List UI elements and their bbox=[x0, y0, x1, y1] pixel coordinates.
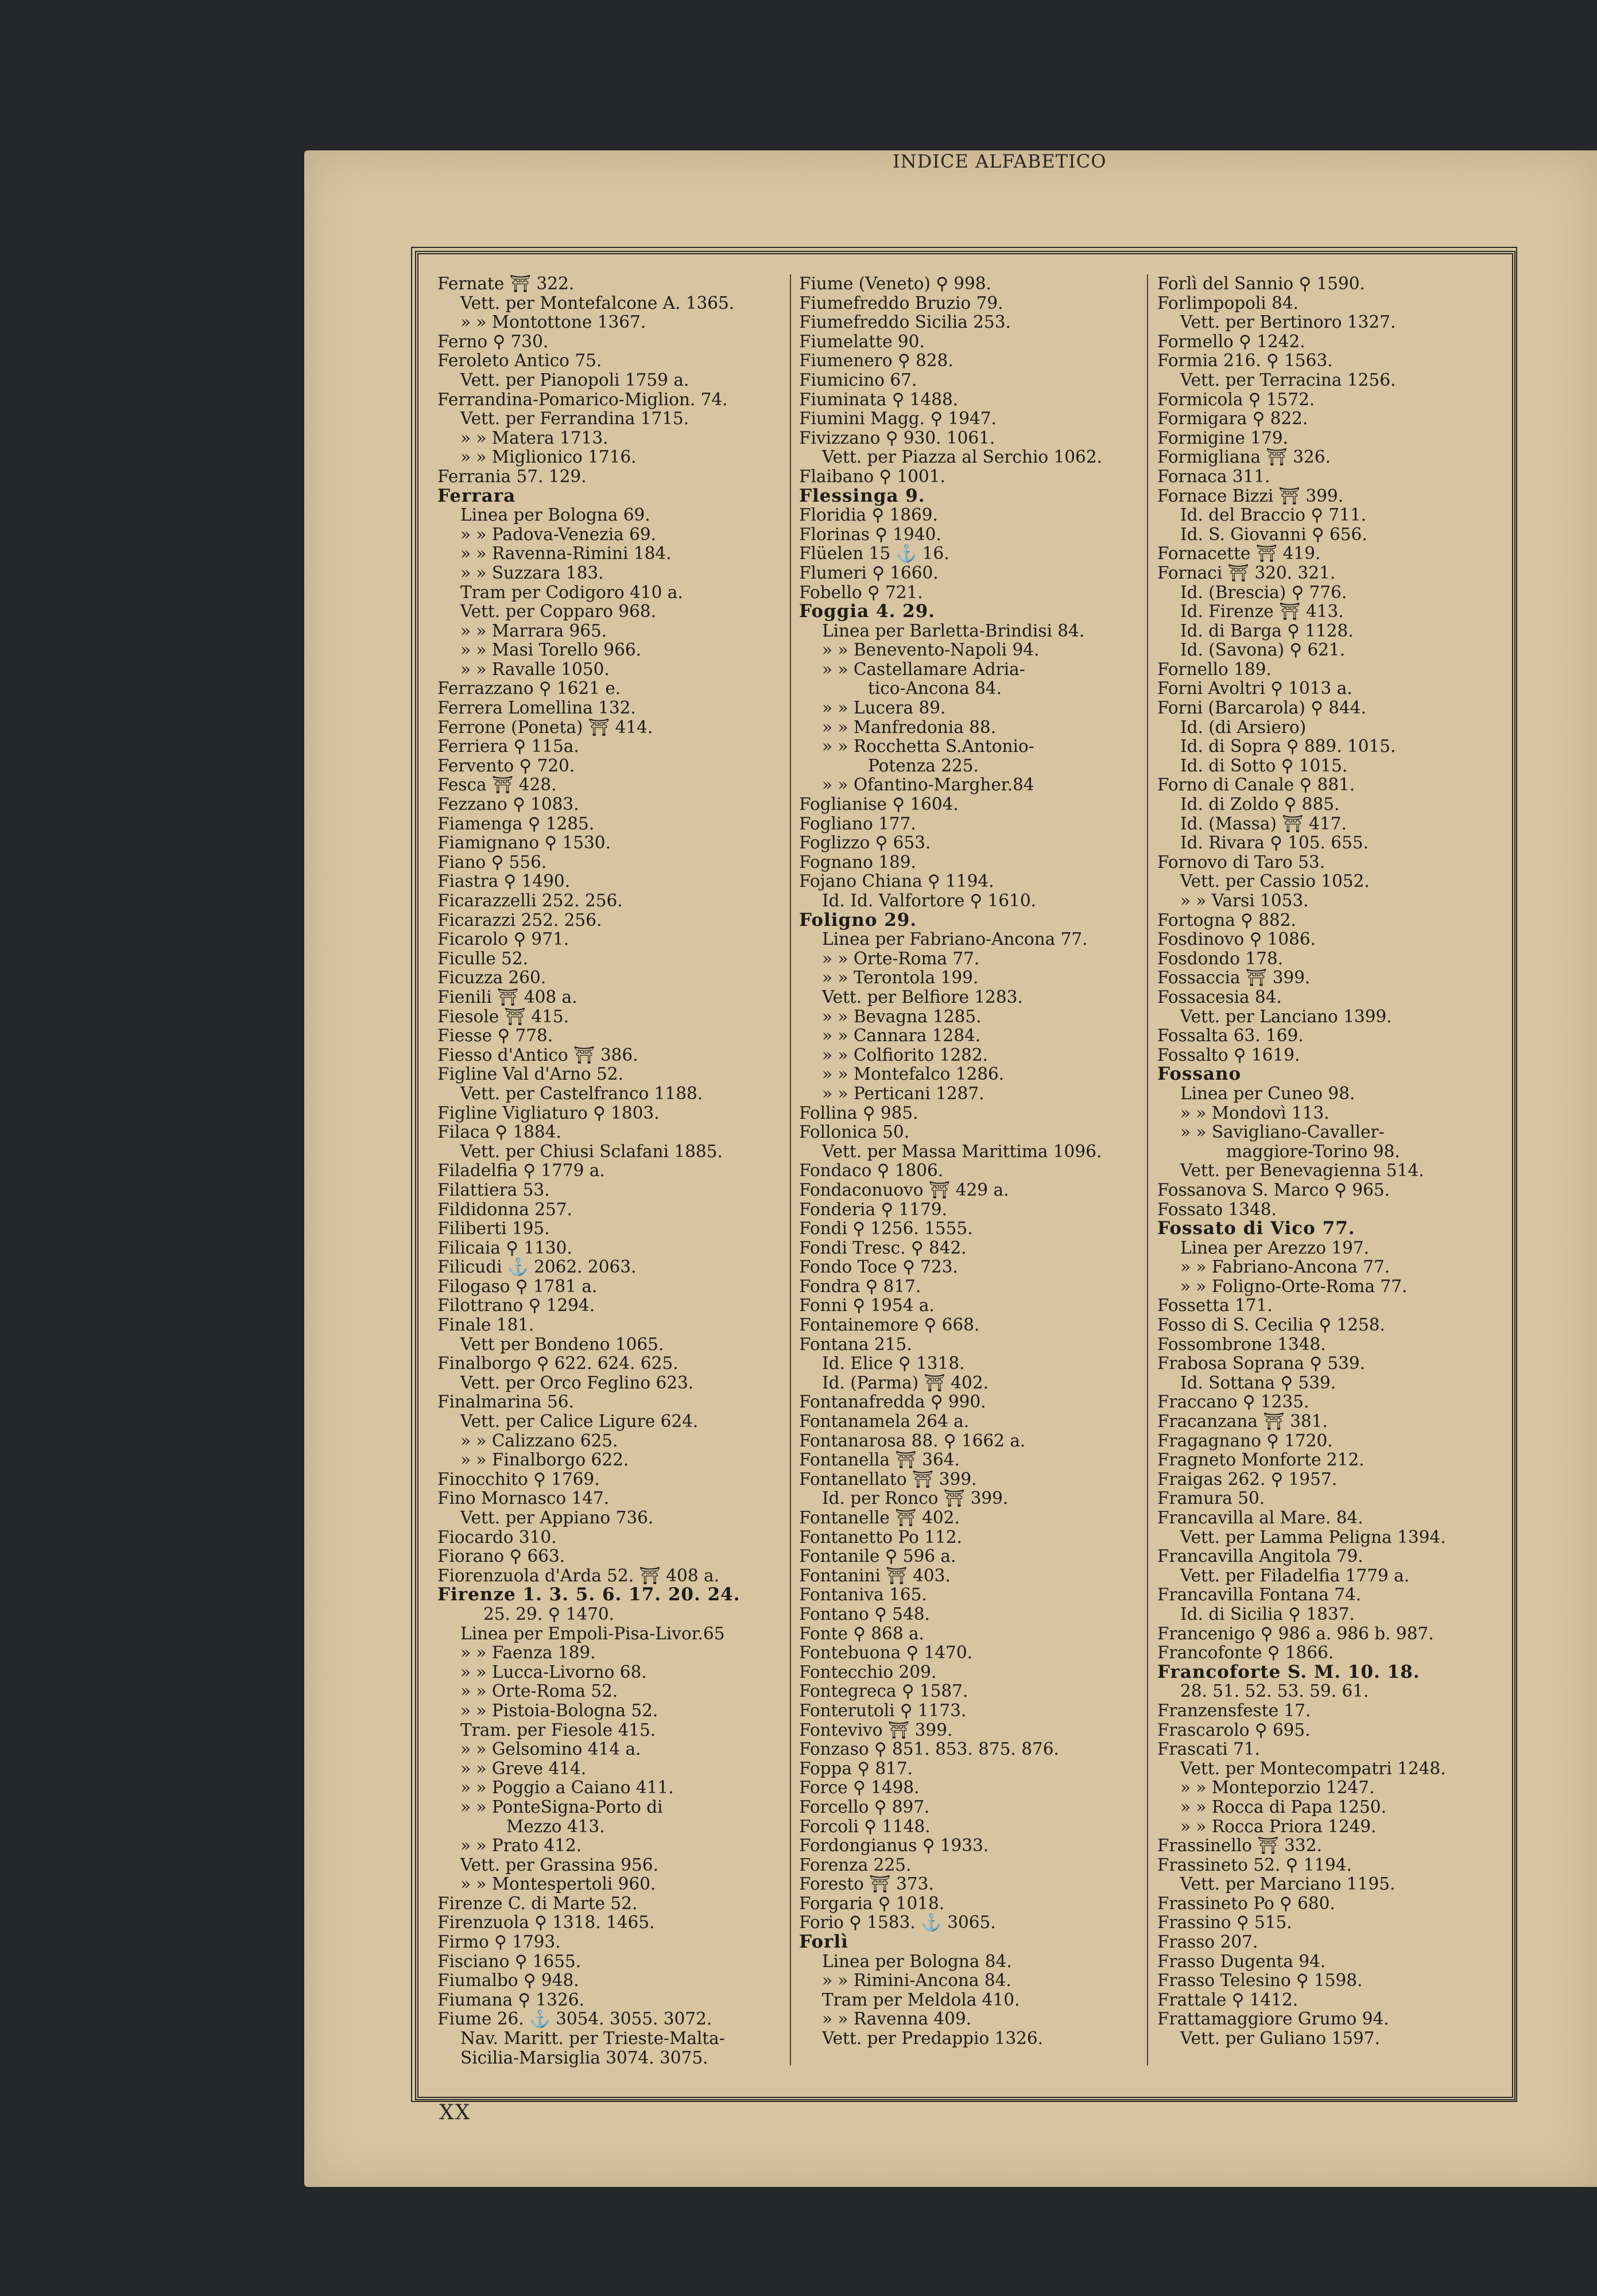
index-entry: Frassineto Po ⚲ 680. bbox=[1157, 1893, 1335, 1913]
index-entry: Id. Elice ⚲ 1318. bbox=[822, 1353, 965, 1374]
index-entry: Ferno ⚲ 730. bbox=[437, 331, 549, 351]
index-entry: Fiumicino 67. bbox=[799, 370, 917, 390]
index-entry: Filaca ⚲ 1884. bbox=[437, 1122, 561, 1142]
index-entry: Fonderia ⚲ 1179. bbox=[799, 1199, 947, 1219]
page-header-title: INDICE ALFABETICO bbox=[893, 150, 1107, 172]
index-entry: Fondaconuovo ⛩ 429 a. bbox=[799, 1180, 1009, 1200]
index-entry: Fildidonna 257. bbox=[437, 1199, 572, 1219]
index-entry: Fontana 215. bbox=[799, 1334, 912, 1354]
index-entry: Vett. per Cassio 1052. bbox=[1180, 871, 1370, 891]
index-entry: Fossalta 63. 169. bbox=[1157, 1026, 1304, 1046]
index-entry: » » Ravenna 409. bbox=[822, 2009, 972, 2029]
index-entry: Ferrania 57. 129. bbox=[437, 466, 587, 486]
index-entry: Formello ⚲ 1242. bbox=[1157, 331, 1305, 351]
index-entry: » » Foligno-Orte-Roma 77. bbox=[1180, 1276, 1408, 1296]
index-entry: Flumeri ⚲ 1660. bbox=[799, 563, 939, 583]
index-entry: Fossalto ⚲ 1619. bbox=[1157, 1045, 1300, 1065]
index-entry: Vett. per Ferrandina 1715. bbox=[460, 409, 689, 429]
index-entry: Filottrano ⚲ 1294. bbox=[437, 1296, 595, 1316]
index-entry: » » Finalborgo 622. bbox=[460, 1450, 629, 1470]
index-entry: » » Poggio a Caiano 411. bbox=[460, 1778, 674, 1798]
index-entry: » » Suzzara 183. bbox=[460, 563, 604, 583]
index-entry: Fobello ⚲ 721. bbox=[799, 582, 923, 602]
index-entry: Vett. per Predappio 1326. bbox=[822, 2029, 1044, 2049]
index-entry: Foppa ⚲ 817. bbox=[799, 1758, 913, 1778]
index-entry: Formigine 179. bbox=[1157, 428, 1288, 448]
index-heading: Forlì bbox=[799, 1932, 848, 1953]
index-entry: Formigliana ⛩ 326. bbox=[1157, 447, 1331, 467]
index-entry: Ficarazzi 252. 256. bbox=[437, 910, 602, 930]
index-entry: Formigara ⚲ 822. bbox=[1157, 409, 1308, 429]
index-entry: Figline Val d'Arno 52. bbox=[437, 1064, 623, 1084]
index-entry: Ferrazzano ⚲ 1621 e. bbox=[437, 678, 621, 699]
index-entry: Frasso Telesino ⚲ 1598. bbox=[1157, 1971, 1363, 1991]
column-divider bbox=[1147, 274, 1148, 2065]
index-entry: Fossato 1348. bbox=[1157, 1199, 1277, 1219]
index-entry: Fondo Toce ⚲ 723. bbox=[799, 1257, 958, 1277]
index-entry: Fosdondo 178. bbox=[1157, 948, 1284, 968]
index-entry: Id. Firenze ⛩ 413. bbox=[1180, 602, 1344, 622]
index-entry: Fossetta 171. bbox=[1157, 1296, 1273, 1316]
index-entry: Id. (Savona) ⚲ 621. bbox=[1180, 640, 1346, 660]
index-entry: Id. di Sopra ⚲ 889. 1015. bbox=[1180, 736, 1396, 757]
index-entry: tico-Ancona 84. bbox=[868, 678, 1002, 699]
index-entry: Filattiera 53. bbox=[437, 1180, 550, 1200]
index-entry: » » Benevento-Napoli 94. bbox=[822, 640, 1040, 660]
index-entry: Vett. per Benevagienna 514. bbox=[1180, 1161, 1424, 1181]
index-entry: Id. di Sotto ⚲ 1015. bbox=[1180, 755, 1348, 775]
index-entry: Fondi Tresc. ⚲ 842. bbox=[799, 1238, 967, 1258]
index-entry: 25. 29. ⚲ 1470. bbox=[483, 1604, 615, 1624]
index-entry: Fontanafredda ⚲ 990. bbox=[799, 1392, 986, 1412]
index-entry: Id. di Sicilia ⚲ 1837. bbox=[1180, 1604, 1355, 1624]
index-entry: Fiastra ⚲ 1490. bbox=[437, 871, 570, 891]
index-entry: Id. Rivara ⚲ 105. 655. bbox=[1180, 833, 1369, 853]
index-entry: Frassineto 52. ⚲ 1194. bbox=[1157, 1855, 1352, 1875]
index-entry: Fogliano 177. bbox=[799, 813, 916, 833]
index-entry: Florinas ⚲ 1940. bbox=[799, 524, 941, 544]
index-entry: » » Calizzano 625. bbox=[460, 1430, 618, 1450]
index-entry: Fiumefreddo Sicilia 253. bbox=[799, 312, 1011, 332]
index-entry: Vett. per Grassina 956. bbox=[460, 1855, 658, 1875]
index-entry: Fervento ⚲ 720. bbox=[437, 755, 575, 775]
index-entry: Forni Avoltri ⚲ 1013 a. bbox=[1157, 678, 1352, 699]
index-entry: Frabosa Soprana ⚲ 539. bbox=[1157, 1353, 1366, 1374]
index-heading: Flessinga 9. bbox=[799, 485, 925, 506]
index-entry: » » Ravenna-Rimini 184. bbox=[460, 544, 672, 564]
index-entry: Fondi ⚲ 1256. 1555. bbox=[799, 1219, 973, 1239]
index-entry: Nav. Maritt. per Trieste-Malta- bbox=[460, 2029, 725, 2049]
index-entry: Fragagnano ⚲ 1720. bbox=[1157, 1430, 1333, 1450]
index-entry: Foglianise ⚲ 1604. bbox=[799, 794, 959, 815]
index-entry: Id. Id. Valfortore ⚲ 1610. bbox=[822, 891, 1036, 910]
index-entry: Fornovo di Taro 53. bbox=[1157, 852, 1325, 872]
index-entry: Vett. per Orco Feglino 623. bbox=[460, 1372, 694, 1393]
index-entry: Fontevivo ⛩ 399. bbox=[799, 1720, 953, 1740]
index-column-2 bbox=[799, 274, 1144, 2049]
index-entry: Id. di Zoldo ⚲ 885. bbox=[1180, 794, 1340, 815]
index-entry: Fornaci ⛩ 320. 321. bbox=[1157, 563, 1336, 583]
page-number: XX bbox=[439, 2101, 471, 2124]
index-entry: Vett. per Castelfranco 1188. bbox=[460, 1083, 703, 1103]
index-entry: Francofonte ⚲ 1866. bbox=[1157, 1643, 1334, 1663]
column-divider bbox=[790, 274, 791, 2065]
index-entry: Ficarolo ⚲ 971. bbox=[437, 929, 569, 949]
index-entry: Formicola ⚲ 1572. bbox=[1157, 389, 1315, 409]
index-entry: Fonterutoli ⚲ 1173. bbox=[799, 1700, 967, 1720]
index-entry: Fiume (Veneto) ⚲ 998. bbox=[799, 274, 991, 293]
index-entry: Fontegreca ⚲ 1587. bbox=[799, 1681, 968, 1701]
index-entry: Finalborgo ⚲ 622. 624. 625. bbox=[437, 1353, 679, 1374]
index-entry: Vett. per Belfiore 1283. bbox=[822, 987, 1023, 1007]
index-entry: Fondaco ⚲ 1806. bbox=[799, 1161, 944, 1181]
index-entry: Forcello ⚲ 897. bbox=[799, 1797, 930, 1817]
index-entry: Fiano ⚲ 556. bbox=[437, 852, 547, 872]
index-entry: Ficulle 52. bbox=[437, 948, 529, 968]
index-entry: Forno di Canale ⚲ 881. bbox=[1157, 775, 1355, 795]
index-entry: Vett. per Massa Marittima 1096. bbox=[822, 1141, 1102, 1161]
index-entry: Fossombrone 1348. bbox=[1157, 1334, 1326, 1354]
index-entry: Vett. per Montefalcone A. 1365. bbox=[460, 293, 735, 313]
index-entry: Vett. per Marciano 1195. bbox=[1180, 1874, 1396, 1894]
index-entry: Force ⚲ 1498. bbox=[799, 1778, 920, 1798]
index-entry: » » Perticani 1287. bbox=[822, 1083, 984, 1103]
index-entry: » » Pistoia-Bologna 52. bbox=[460, 1700, 658, 1720]
index-entry: » » Masi Torello 966. bbox=[460, 640, 641, 660]
index-entry: » » Orte-Roma 77. bbox=[822, 948, 980, 968]
index-entry: » » Mondovì 113. bbox=[1180, 1103, 1329, 1123]
index-entry: Id. Sottana ⚲ 539. bbox=[1180, 1372, 1336, 1393]
index-entry: Linea per Fabriano-Ancona 77. bbox=[822, 929, 1088, 949]
index-entry: Finocchito ⚲ 1769. bbox=[437, 1469, 600, 1489]
index-entry: » » Gelsomino 414 a. bbox=[460, 1739, 641, 1759]
index-entry: » » Marrara 965. bbox=[460, 620, 607, 641]
index-entry: » » Cannara 1284. bbox=[822, 1026, 981, 1046]
index-heading: Fossano bbox=[1157, 1064, 1242, 1085]
index-entry: Vett. per Copparo 968. bbox=[460, 602, 656, 622]
index-heading: Ferrara bbox=[437, 485, 516, 506]
index-entry: Fontebuona ⚲ 1470. bbox=[799, 1643, 972, 1663]
index-entry: » » Manfredonia 88. bbox=[822, 717, 997, 737]
index-entry: Feroleto Antico 75. bbox=[437, 351, 602, 371]
index-entry: Franzensfeste 17. bbox=[1157, 1700, 1311, 1720]
index-entry: Fontanetto Po 112. bbox=[799, 1527, 962, 1547]
index-entry: Ficarazzelli 252. 256. bbox=[437, 891, 623, 910]
index-entry: Filadelfia ⚲ 1779 a. bbox=[437, 1161, 605, 1181]
index-entry: Fonte ⚲ 868 a. bbox=[799, 1623, 924, 1643]
index-entry: » » Rocca Priora 1249. bbox=[1180, 1816, 1377, 1836]
index-entry: Vett. per Appiano 736. bbox=[460, 1508, 654, 1527]
index-entry: Fiesole ⛩ 415. bbox=[437, 1006, 569, 1026]
index-entry: » » Rocchetta S.Antonio- bbox=[822, 736, 1034, 757]
index-entry: Frasso 207. bbox=[1157, 1932, 1258, 1952]
index-entry: Fontaniva 165. bbox=[799, 1585, 927, 1605]
index-entry: Vett. per Montecompatri 1248. bbox=[1180, 1758, 1446, 1778]
index-entry: Finalmarina 56. bbox=[437, 1392, 574, 1412]
index-entry: Id. (Brescia) ⚲ 776. bbox=[1180, 582, 1347, 602]
index-entry: Fontanelle ⛩ 402. bbox=[799, 1508, 960, 1527]
index-entry: Foglizzo ⚲ 653. bbox=[799, 833, 931, 853]
index-entry: Fornacette ⛩ 419. bbox=[1157, 544, 1321, 564]
index-entry: Id. per Ronco ⛩ 399. bbox=[822, 1488, 1009, 1508]
index-entry: Fiumana ⚲ 1326. bbox=[437, 1989, 584, 2010]
index-entry: » » Castellamare Adria- bbox=[822, 659, 1025, 679]
index-entry: Forio ⚲ 1583. ⚓ 3065. bbox=[799, 1913, 996, 1933]
index-entry: Fiorano ⚲ 663. bbox=[437, 1546, 565, 1566]
index-entry: » » Montottone 1367. bbox=[460, 312, 646, 332]
index-entry: Vett. per Bertinoro 1327. bbox=[1180, 312, 1396, 332]
index-entry: Potenza 225. bbox=[868, 755, 979, 775]
index-entry: Filicudi ⚓ 2062. 2063. bbox=[437, 1257, 637, 1277]
index-entry: Fino Mornasco 147. bbox=[437, 1488, 610, 1508]
index-entry: Formia 216. ⚲ 1563. bbox=[1157, 351, 1333, 371]
index-entry: Fiumenero ⚲ 828. bbox=[799, 351, 953, 371]
index-entry: Id. del Braccio ⚲ 711. bbox=[1180, 505, 1367, 525]
index-entry: Vett. per Lamma Peligna 1394. bbox=[1180, 1527, 1446, 1547]
index-entry: Francavilla Fontana 74. bbox=[1157, 1585, 1362, 1605]
index-entry: Frassinello ⛩ 332. bbox=[1157, 1836, 1322, 1856]
index-entry: Fiocardo 310. bbox=[437, 1527, 557, 1547]
index-entry: Fernate ⛩ 322. bbox=[437, 274, 575, 293]
index-entry: Fontainemore ⚲ 668. bbox=[799, 1315, 980, 1335]
index-entry: Firenzuola ⚲ 1318. 1465. bbox=[437, 1913, 655, 1933]
index-entry: » » Savigliano-Cavaller- bbox=[1180, 1122, 1385, 1142]
index-heading: Foligno 29. bbox=[799, 909, 917, 930]
index-entry: » » Rimini-Ancona 84. bbox=[822, 1971, 1011, 1991]
index-entry: Fornaca 311. bbox=[1157, 466, 1270, 486]
index-entry: Frattamaggiore Grumo 94. bbox=[1157, 2009, 1389, 2029]
index-entry: » » Monteporzio 1247. bbox=[1180, 1778, 1375, 1798]
index-entry: Fossaccia ⛩ 399. bbox=[1157, 968, 1311, 988]
index-entry: Vett. per Calice Ligure 624. bbox=[460, 1411, 699, 1432]
index-entry: Finale 181. bbox=[437, 1315, 534, 1335]
index-entry: Framura 50. bbox=[1157, 1488, 1265, 1508]
index-entry: Fornace Bizzi ⛩ 399. bbox=[1157, 486, 1344, 506]
index-entry: Fordongianus ⚲ 1933. bbox=[799, 1836, 989, 1856]
index-entry: Francavilla Angitola 79. bbox=[1157, 1546, 1363, 1566]
index-entry: Fiume 26. ⚓ 3054. 3055. 3072. bbox=[437, 2009, 712, 2029]
index-entry: Fracanzana ⛩ 381. bbox=[1157, 1411, 1328, 1432]
index-entry: Fienili ⛩ 408 a. bbox=[437, 987, 577, 1007]
index-entry: Fontanile ⚲ 596 a. bbox=[799, 1546, 956, 1566]
index-entry: Fiumini Magg. ⚲ 1947. bbox=[799, 409, 997, 429]
index-entry: Fossacesia 84. bbox=[1157, 987, 1282, 1007]
index-entry: Frasso Dugenta 94. bbox=[1157, 1951, 1326, 1971]
index-entry: Ferrone (Poneta) ⛩ 414. bbox=[437, 717, 653, 737]
index-entry: Fondra ⚲ 817. bbox=[799, 1276, 921, 1296]
index-entry: Vett. per Piazza al Serchio 1062. bbox=[822, 447, 1102, 467]
index-entry: Fiamignano ⚲ 1530. bbox=[437, 833, 611, 853]
index-entry: Fossanova S. Marco ⚲ 965. bbox=[1157, 1180, 1390, 1200]
index-entry: Fesca ⛩ 428. bbox=[437, 775, 557, 795]
index-entry: » » Ofantino-Margher.84 bbox=[822, 775, 1034, 795]
index-entry: Fognano 189. bbox=[799, 852, 916, 872]
index-entry: Fosdinovo ⚲ 1086. bbox=[1157, 929, 1316, 949]
index-entry: Fiumelatte 90. bbox=[799, 331, 925, 351]
index-heading: Fossato di Vico 77. bbox=[1157, 1218, 1355, 1239]
index-entry: Ficuzza 260. bbox=[437, 968, 546, 988]
index-entry: Fortogna ⚲ 882. bbox=[1157, 910, 1296, 930]
index-entry: » » Colfiorito 1282. bbox=[822, 1045, 989, 1065]
index-entry: Forlimpopoli 84. bbox=[1157, 293, 1299, 313]
index-entry: Fisciano ⚲ 1655. bbox=[437, 1951, 582, 1971]
index-entry: Francavilla al Mare. 84. bbox=[1157, 1508, 1363, 1527]
index-entry: » » Lucca-Livorno 68. bbox=[460, 1662, 647, 1682]
index-entry: Fiesse ⚲ 778. bbox=[437, 1026, 553, 1046]
index-entry: Tram per Meldola 410. bbox=[822, 1989, 1020, 2010]
index-entry: Ferriera ⚲ 115a. bbox=[437, 736, 579, 757]
index-entry: Filogaso ⚲ 1781 a. bbox=[437, 1276, 598, 1296]
index-entry: Fiesso d'Antico ⛩ 386. bbox=[437, 1045, 638, 1065]
index-entry: Vett. per Chiusi Sclafani 1885. bbox=[460, 1141, 723, 1161]
index-entry: Fonni ⚲ 1954 a. bbox=[799, 1296, 935, 1316]
index-entry: Frascarolo ⚲ 695. bbox=[1157, 1720, 1311, 1740]
index-heading: Foggia 4. 29. bbox=[799, 601, 936, 622]
index-entry: Forni (Barcarola) ⚲ 844. bbox=[1157, 698, 1366, 718]
index-entry: Fontano ⚲ 548. bbox=[799, 1604, 930, 1624]
index-entry: Fonzaso ⚲ 851. 853. 875. 876. bbox=[799, 1739, 1059, 1759]
index-entry: Ferrera Lomellina 132. bbox=[437, 698, 636, 718]
index-entry: Vett. per Terracina 1256. bbox=[1180, 370, 1396, 390]
index-entry: 28. 51. 52. 53. 59. 61. bbox=[1180, 1681, 1369, 1701]
index-entry: maggiore-Torino 98. bbox=[1226, 1141, 1400, 1161]
index-entry: Vett. per Filadelfia 1779 a. bbox=[1180, 1565, 1410, 1585]
index-entry: Fivizzano ⚲ 930. 1061. bbox=[799, 428, 995, 448]
index-entry: Fornello 189. bbox=[1157, 659, 1272, 679]
index-entry: Linea per Arezzo 197. bbox=[1180, 1238, 1370, 1258]
index-entry: Fontanarosa 88. ⚲ 1662 a. bbox=[799, 1430, 1026, 1450]
index-entry: Vett. per Pianopoli 1759 a. bbox=[460, 370, 689, 390]
index-entry: Id. di Barga ⚲ 1128. bbox=[1180, 620, 1354, 641]
index-entry: » » Greve 414. bbox=[460, 1758, 587, 1778]
index-entry: Ferrandina-Pomarico-Miglion. 74. bbox=[437, 389, 728, 409]
index-entry: Vett. per Guliano 1597. bbox=[1180, 2029, 1380, 2049]
index-entry: Fragneto Monforte 212. bbox=[1157, 1450, 1365, 1470]
index-entry: Figline Vigliaturo ⚲ 1803. bbox=[437, 1103, 660, 1123]
index-entry: Linea per Empoli-Pisa-Livor.65 bbox=[460, 1623, 725, 1643]
index-entry: » » Lucera 89. bbox=[822, 698, 946, 718]
index-entry: Fosso di S. Cecilia ⚲ 1258. bbox=[1157, 1315, 1385, 1335]
index-entry: Floridia ⚲ 1869. bbox=[799, 505, 938, 525]
index-heading: Francoforte S. M. 10. 18. bbox=[1157, 1661, 1420, 1682]
index-entry: » » Rocca di Papa 1250. bbox=[1180, 1797, 1386, 1817]
index-entry: Flaibano ⚲ 1001. bbox=[799, 466, 945, 486]
index-entry: Fontecchio 209. bbox=[799, 1662, 937, 1682]
index-entry: Fiumefreddo Bruzio 79. bbox=[799, 293, 1003, 313]
index-entry: Firenze C. di Marte 52. bbox=[437, 1893, 638, 1913]
index-entry: Mezzo 413. bbox=[506, 1816, 605, 1836]
index-entry: Id. S. Giovanni ⚲ 656. bbox=[1180, 524, 1367, 544]
index-entry: » » Faenza 189. bbox=[460, 1643, 596, 1663]
index-entry: Fontanamela 264 a. bbox=[799, 1411, 970, 1432]
index-entry: Fezzano ⚲ 1083. bbox=[437, 794, 579, 815]
index-entry: Fojano Chiana ⚲ 1194. bbox=[799, 871, 994, 891]
index-entry: Id. (Parma) ⛩ 402. bbox=[822, 1372, 989, 1393]
index-entry: Follonica 50. bbox=[799, 1122, 910, 1142]
index-entry: Fiuminata ⚲ 1488. bbox=[799, 389, 959, 409]
index-entry: Firmo ⚲ 1793. bbox=[437, 1932, 561, 1952]
index-entry: » » Matera 1713. bbox=[460, 428, 608, 448]
index-entry: » » Terontola 199. bbox=[822, 968, 979, 988]
index-entry: » » PonteSigna-Porto di bbox=[460, 1797, 663, 1817]
index-entry: Fontanellato ⛩ 399. bbox=[799, 1469, 977, 1489]
index-entry: » » Prato 412. bbox=[460, 1836, 582, 1856]
index-entry: Fontanini ⛩ 403. bbox=[799, 1565, 951, 1585]
index-entry: Frattale ⚲ 1412. bbox=[1157, 1989, 1298, 2010]
index-entry: Tram per Codigoro 410 a. bbox=[460, 582, 683, 602]
index-entry: » » Ravalle 1050. bbox=[460, 659, 610, 679]
index-entry: Linea per Cuneo 98. bbox=[1180, 1083, 1355, 1103]
index-entry: Flüelen 15 ⚓ 16. bbox=[799, 544, 949, 564]
index-entry: Francenigo ⚲ 986 a. 986 b. 987. bbox=[1157, 1623, 1434, 1643]
index-entry: Fiorenzuola d'Arda 52. ⛩ 408 a. bbox=[437, 1565, 719, 1585]
index-entry: Frascati 71. bbox=[1157, 1739, 1260, 1759]
index-entry: » » Montefalco 1286. bbox=[822, 1064, 1005, 1084]
index-column-3 bbox=[1157, 274, 1502, 2049]
index-entry: Fiumalbo ⚲ 948. bbox=[437, 1971, 579, 1991]
index-heading: Firenze 1. 3. 5. 6. 17. 20. 24. bbox=[437, 1584, 741, 1605]
index-entry: Fiamenga ⚲ 1285. bbox=[437, 813, 595, 833]
index-entry: Id. (Massa) ⛩ 417. bbox=[1180, 813, 1347, 833]
index-entry: » » Miglionico 1716. bbox=[460, 447, 637, 467]
index-entry: Fraccano ⚲ 1235. bbox=[1157, 1392, 1309, 1412]
index-entry: Id. (di Arsiero) bbox=[1180, 717, 1307, 737]
index-entry: » » Orte-Roma 52. bbox=[460, 1681, 618, 1701]
index-entry: Foresto ⛩ 373. bbox=[799, 1874, 934, 1894]
index-entry: Forlì del Sannio ⚲ 1590. bbox=[1157, 274, 1365, 293]
index-entry: Linea per Bologna 69. bbox=[460, 505, 650, 525]
index-entry: Fontanella ⛩ 364. bbox=[799, 1450, 960, 1470]
index-entry: Vett per Bondeno 1065. bbox=[460, 1334, 664, 1354]
index-entry: » » Fabriano-Ancona 77. bbox=[1180, 1257, 1390, 1277]
index-entry: Forcoli ⚲ 1148. bbox=[799, 1816, 931, 1836]
index-entry: Fraigas 262. ⚲ 1957. bbox=[1157, 1469, 1338, 1489]
index-entry: Forgaria ⚲ 1018. bbox=[799, 1893, 945, 1913]
index-entry: Filiberti 195. bbox=[437, 1219, 550, 1239]
index-entry: Forenza 225. bbox=[799, 1855, 912, 1875]
index-entry: Sicilia-Marsiglia 3074. 3075. bbox=[460, 2047, 708, 2068]
index-entry: Linea per Bologna 84. bbox=[822, 1951, 1012, 1971]
index-entry: Vett. per Lanciano 1399. bbox=[1180, 1006, 1392, 1026]
index-entry: » » Bevagna 1285. bbox=[822, 1006, 982, 1026]
index-entry: » » Varsi 1053. bbox=[1180, 891, 1309, 910]
index-entry: Filicaia ⚲ 1130. bbox=[437, 1238, 572, 1258]
index-entry: Linea per Barletta-Brindisi 84. bbox=[822, 620, 1085, 641]
index-entry: Follina ⚲ 985. bbox=[799, 1103, 918, 1123]
index-entry: Tram. per Fiesole 415. bbox=[460, 1720, 656, 1740]
index-entry: » » Montespertoli 960. bbox=[460, 1874, 656, 1894]
index-column-1 bbox=[437, 274, 782, 2068]
index-entry: » » Padova-Venezia 69. bbox=[460, 524, 657, 544]
index-entry: Frassino ⚲ 515. bbox=[1157, 1913, 1292, 1933]
